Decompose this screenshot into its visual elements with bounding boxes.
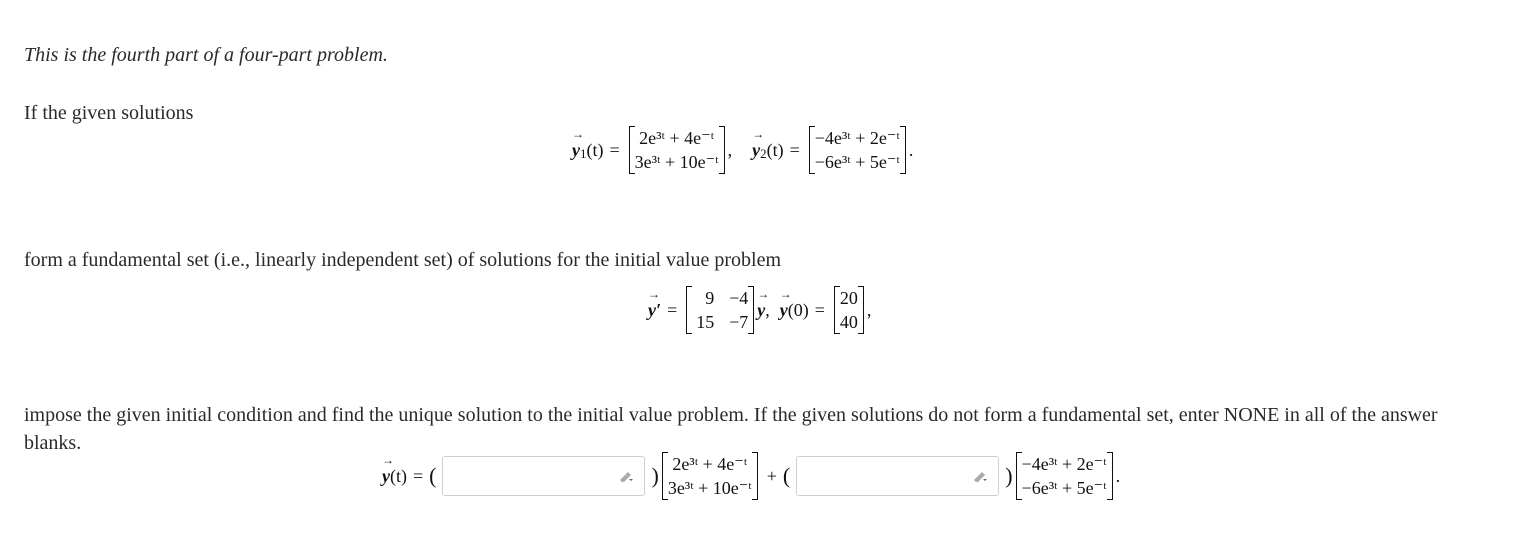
coefficient-matrix: 9 −4 15 −7 bbox=[686, 286, 754, 334]
pencil-icon[interactable] bbox=[972, 470, 988, 482]
y-prime-symbol: → y′ bbox=[648, 300, 661, 321]
coefficient-1-input[interactable] bbox=[442, 456, 645, 496]
coefficient-2-input[interactable] bbox=[796, 456, 999, 496]
y1-matrix bbox=[629, 126, 725, 174]
given-solutions-text: If the given solutions bbox=[24, 102, 194, 124]
instructions-text: impose the given initial condition and find the unique solution to the initial value problem. If the given solutions do not form a fundamental set, enter NONE in all of the answer blanks. bbox=[24, 404, 1438, 454]
pencil-icon[interactable] bbox=[618, 470, 634, 482]
answer-y2-matrix: −4e³ᵗ + 2e⁻ᵗ −6e³ᵗ + 5e⁻ᵗ bbox=[1016, 452, 1113, 500]
given-solutions-equation: → y 1 (t) = 2e³ᵗ + 4e⁻ᵗ 3e³ᵗ + 10e⁻ᵗ , → y 2 (t) = −4e³ᵗ + 2e⁻ᵗ −6e³ᵗ + 5e⁻ᵗ . bbox=[572, 126, 913, 174]
y1-row-2: 3e³ᵗ + 10e⁻ᵗ bbox=[634, 152, 719, 172]
y1-row-1: 2e³ᵗ + 4e⁻ᵗ bbox=[639, 128, 715, 148]
answer-y1-matrix: 2e³ᵗ + 4e⁻ᵗ 3e³ᵗ + 10e⁻ᵗ bbox=[662, 452, 758, 500]
yt-symbol: → y bbox=[382, 466, 390, 487]
y2-row-1: −4e³ᵗ + 2e⁻ᵗ bbox=[814, 128, 900, 148]
y1-symbol: → y bbox=[572, 140, 580, 161]
answer-equation: → y (t) = ( ) 2e³ᵗ + 4e⁻ᵗ 3e³ᵗ + 10e⁻ᵗ + ( ) −4e³ᵗ + 2e⁻ᵗ −6e³ᵗ + 5e⁻ᵗ . bbox=[382, 452, 1120, 500]
y2-symbol: → y bbox=[752, 140, 760, 161]
y2-row-2: −6e³ᵗ + 5e⁻ᵗ bbox=[814, 152, 900, 172]
y2-matrix bbox=[809, 126, 906, 174]
y-vector-symbol: → y bbox=[757, 300, 765, 321]
intro-text: This is the fourth part of a four-part problem. bbox=[24, 44, 388, 66]
ivp-description-text: form a fundamental set (i.e., linearly independent set) of solutions for the initial value problem bbox=[24, 249, 782, 271]
ivp-equation: → y′ = 9 −4 15 −7 → y , → y (0) = 20 40 , bbox=[648, 286, 871, 334]
y0-symbol: → y bbox=[780, 300, 788, 321]
initial-condition-vector: 20 40 bbox=[834, 286, 864, 334]
